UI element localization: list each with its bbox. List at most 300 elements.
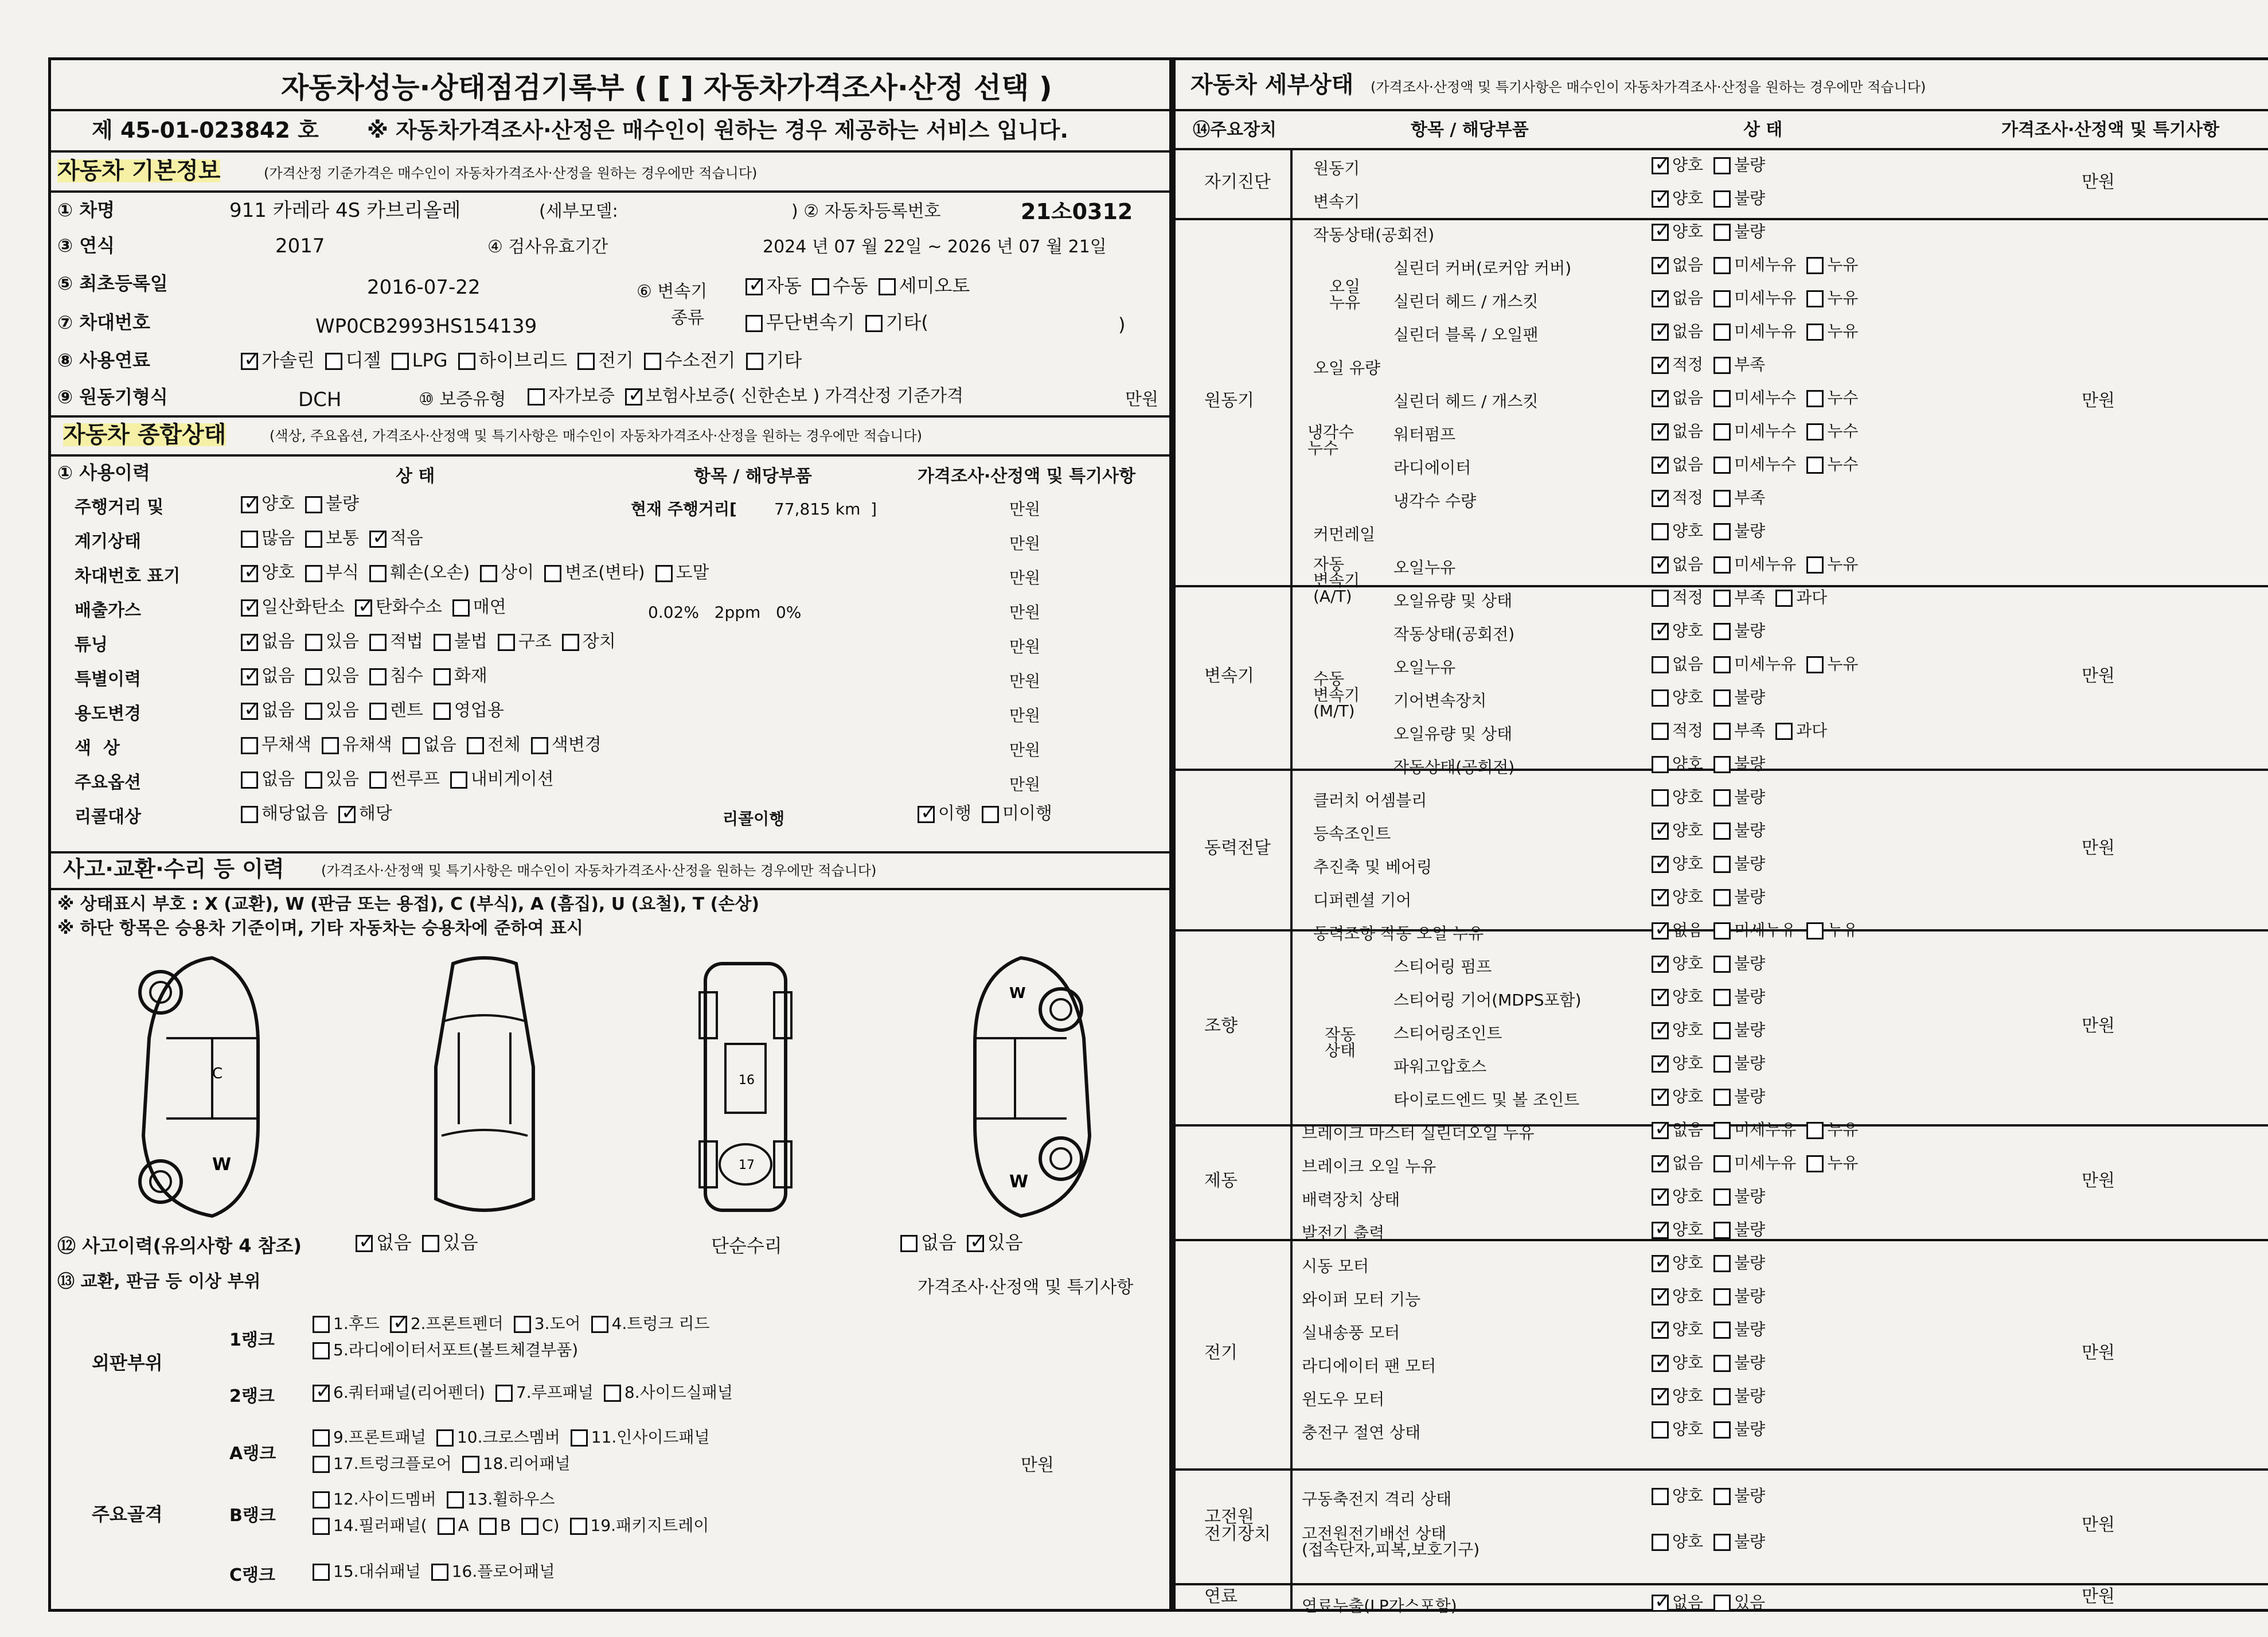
detail-option <box>1713 556 1796 574</box>
detail-option <box>1713 1288 1765 1305</box>
checkbox[interactable] <box>1806 423 1824 441</box>
checkbox[interactable] <box>1652 1022 1669 1039</box>
status-option-label: 없음 <box>261 666 295 686</box>
checkbox[interactable] <box>1713 956 1731 973</box>
checkbox[interactable] <box>1806 556 1824 574</box>
checkbox[interactable] <box>1652 623 1669 640</box>
checkbox[interactable] <box>1713 623 1731 640</box>
checkbox[interactable] <box>514 1316 531 1333</box>
checkbox[interactable] <box>338 806 356 823</box>
detail-option <box>1652 1255 1703 1272</box>
checkbox[interactable] <box>458 353 475 370</box>
checkbox[interactable] <box>1652 1255 1669 1272</box>
checkbox[interactable] <box>531 737 548 754</box>
checkbox[interactable] <box>325 353 342 370</box>
detail-option-label: 적정 <box>1672 588 1704 607</box>
checkbox[interactable] <box>1652 1421 1669 1439</box>
simple-repair-options <box>900 1233 1033 1252</box>
checkbox[interactable] <box>467 737 484 754</box>
checkbox[interactable] <box>313 1429 330 1447</box>
checkbox[interactable] <box>625 388 642 406</box>
checkbox[interactable] <box>1713 590 1731 607</box>
checkbox[interactable] <box>1652 323 1669 341</box>
checkbox[interactable] <box>369 531 387 548</box>
detail-item-label: 충전구 절연 상태 <box>1302 1423 1421 1442</box>
status-option-label: 일산화탄소 <box>261 597 345 617</box>
device-group-label: 연료 <box>1204 1587 1238 1607</box>
checkbox[interactable] <box>1652 1089 1669 1106</box>
detail-option <box>1652 1534 1703 1551</box>
detail-item-label: 발전기 출력 <box>1302 1223 1385 1242</box>
left-panel <box>48 57 1172 1612</box>
status-row-unit: 만원 <box>1009 706 1041 725</box>
detail-item-options <box>1652 1089 1775 1106</box>
status-option-label: 적음 <box>389 528 423 548</box>
checkbox[interactable] <box>1652 390 1669 407</box>
checkbox[interactable] <box>1652 357 1669 374</box>
checkbox[interactable] <box>313 1564 330 1581</box>
checkbox[interactable] <box>462 1456 479 1473</box>
checkbox[interactable] <box>521 1518 538 1535</box>
checkbox[interactable] <box>562 634 579 651</box>
detail-item-options <box>1652 989 1775 1006</box>
status-row-label: 색 상 <box>75 738 120 758</box>
checkbox[interactable] <box>1806 1122 1824 1139</box>
fuel-option-label: LPG <box>412 349 448 371</box>
checkbox[interactable] <box>1652 1355 1669 1372</box>
accident-history-option-label: 없음 <box>376 1231 412 1253</box>
detail-item-options <box>1652 1288 1775 1305</box>
detail-item-label: 작동상태(공회전) <box>1393 758 1515 777</box>
checkbox[interactable] <box>1713 1155 1731 1172</box>
checkbox[interactable] <box>356 1235 373 1252</box>
checkbox[interactable] <box>241 771 258 789</box>
svg-text:W: W <box>1009 1172 1029 1192</box>
fuel-option-label: 전기 <box>598 349 634 371</box>
detail-option <box>1652 989 1703 1006</box>
exchange-label: ⑬ 교환, 판금 등 이상 부위 <box>57 1272 261 1292</box>
detail-item-options <box>1652 856 1775 873</box>
checkbox[interactable] <box>1652 989 1669 1006</box>
checkbox[interactable] <box>305 668 322 685</box>
checkbox[interactable] <box>577 353 595 370</box>
checkbox[interactable] <box>1713 656 1731 673</box>
detail-item-label: 라디에이터 팬 모터 <box>1302 1357 1436 1375</box>
checkbox[interactable] <box>1652 1288 1669 1305</box>
checkbox[interactable] <box>1652 1122 1669 1139</box>
checkbox[interactable] <box>322 737 339 754</box>
checkbox[interactable] <box>1652 1222 1669 1239</box>
checkbox[interactable] <box>369 703 387 720</box>
checkbox[interactable] <box>241 531 258 548</box>
detail-option <box>1652 956 1703 973</box>
detail-option-label: 누유 <box>1827 1120 1859 1139</box>
detail-option-label: 양호 <box>1672 1187 1704 1206</box>
status-option-label: 적법 <box>389 632 423 652</box>
detail-option-label: 불량 <box>1734 1353 1766 1372</box>
checkbox[interactable] <box>1713 1055 1731 1073</box>
checkbox[interactable] <box>1652 1188 1669 1206</box>
checkbox[interactable] <box>1775 590 1793 607</box>
checkbox[interactable] <box>1713 490 1731 507</box>
detail-option-label: 불량 <box>1734 954 1766 973</box>
checkbox[interactable] <box>390 1316 407 1333</box>
checkbox[interactable] <box>1652 423 1669 441</box>
detail-item-options <box>1652 1022 1775 1039</box>
status-row-label: 주요옵션 <box>75 773 141 793</box>
checkbox[interactable] <box>1713 823 1731 840</box>
detail-item-options <box>1652 490 1775 507</box>
checkbox[interactable] <box>450 771 467 789</box>
detail-option <box>1713 1255 1765 1272</box>
odometer-value: 77,815 km ] <box>774 500 877 519</box>
device-group-unit: 만원 <box>2082 666 2115 686</box>
checkbox[interactable] <box>570 1518 587 1535</box>
fuel-option <box>577 351 634 370</box>
detail-option-label: 불량 <box>1734 189 1766 208</box>
checkbox[interactable] <box>982 806 999 823</box>
col-price-note: 가격조사·산정액 및 특기사항 <box>2001 120 2220 140</box>
checkbox[interactable] <box>1806 457 1824 474</box>
detail-option <box>1652 1222 1703 1239</box>
checkbox[interactable] <box>305 703 322 720</box>
car-name: 911 카레라 4S 카브리올레 <box>229 199 461 222</box>
checkbox[interactable] <box>604 1385 621 1402</box>
checkbox[interactable] <box>447 1491 464 1509</box>
checkbox[interactable] <box>313 1456 330 1473</box>
status-option <box>369 668 423 685</box>
checkbox[interactable] <box>1652 1595 1669 1612</box>
checkbox[interactable] <box>591 1316 608 1333</box>
checkbox[interactable] <box>1713 1355 1731 1372</box>
checkbox[interactable] <box>313 1342 330 1359</box>
detail-item-options <box>1652 1595 1775 1612</box>
part-option <box>313 1429 426 1447</box>
checkbox[interactable] <box>1713 1322 1731 1339</box>
checkbox[interactable] <box>1652 224 1669 241</box>
checkbox[interactable] <box>452 599 470 617</box>
detail-item-label: 타이로드엔드 및 볼 조인트 <box>1393 1090 1580 1109</box>
detail-option-label: 불량 <box>1734 1420 1766 1439</box>
checkbox[interactable] <box>1713 1222 1731 1239</box>
checkbox[interactable] <box>438 1518 455 1535</box>
detail-option <box>1652 823 1703 840</box>
checkbox[interactable] <box>1806 323 1824 341</box>
checkbox[interactable] <box>305 531 322 548</box>
status-option <box>305 496 359 513</box>
part-option-label: 6.쿼터패널(리어펜더) <box>333 1383 485 1402</box>
detail-option <box>1652 1122 1703 1139</box>
detail-option <box>1713 490 1765 507</box>
checkbox[interactable] <box>1713 190 1731 208</box>
detail-header: 자동차 세부상태 <box>1190 72 1354 98</box>
status-option-label: 도말 <box>676 563 709 583</box>
checkbox[interactable] <box>812 278 829 295</box>
checkbox[interactable] <box>241 806 258 823</box>
checkbox[interactable] <box>1652 1388 1669 1405</box>
checkbox[interactable] <box>745 315 763 332</box>
detail-option <box>1713 856 1765 873</box>
detail-item-label: 스티어링 기어(MDPS포함) <box>1393 991 1582 1010</box>
checkbox[interactable] <box>1713 689 1731 707</box>
checkbox[interactable] <box>1806 390 1824 407</box>
checkbox[interactable] <box>1713 789 1731 806</box>
checkbox[interactable] <box>644 353 661 370</box>
checkbox[interactable] <box>305 771 322 789</box>
checkbox[interactable] <box>1713 523 1731 540</box>
sub-oil-leak: 오일 누유 <box>1329 277 1361 312</box>
checkbox[interactable] <box>1806 1155 1824 1172</box>
checkbox[interactable] <box>1652 789 1669 806</box>
checkbox[interactable] <box>1806 290 1824 307</box>
detail-option <box>1713 323 1796 341</box>
basic-label: ⑧ 사용연료 <box>57 349 150 371</box>
checkbox[interactable] <box>967 1235 984 1252</box>
checkbox[interactable] <box>1652 856 1669 873</box>
status-row-unit: 만원 <box>1009 637 1041 656</box>
checkbox[interactable] <box>1652 922 1669 940</box>
detail-item-label: 시동 모터 <box>1302 1257 1369 1276</box>
checkbox[interactable] <box>305 565 322 582</box>
checkbox[interactable] <box>434 668 451 685</box>
status-row-options <box>241 633 626 651</box>
checkbox[interactable] <box>241 565 258 582</box>
detail-option-label: 미세누유 <box>1734 322 1797 341</box>
checkbox[interactable] <box>1652 1534 1669 1551</box>
checkbox[interactable] <box>241 353 258 370</box>
checkbox[interactable] <box>1713 556 1731 574</box>
checkbox[interactable] <box>480 565 497 582</box>
status-option-label: 해당없음 <box>261 804 328 824</box>
status-row-options <box>241 564 720 582</box>
checkbox[interactable] <box>369 565 387 582</box>
detail-option <box>1713 1155 1796 1172</box>
checkbox[interactable] <box>369 668 387 685</box>
checkbox[interactable] <box>1713 224 1731 241</box>
detail-item-options <box>1652 157 1775 174</box>
svg-text:W: W <box>212 1155 232 1175</box>
device-group-unit: 만원 <box>2082 838 2115 858</box>
checkbox[interactable] <box>241 599 258 617</box>
status-row-extra: 현재 주행거리[ <box>631 500 737 519</box>
detail-option <box>1652 1421 1703 1439</box>
checkbox[interactable] <box>1713 1089 1731 1106</box>
checkbox[interactable] <box>241 496 258 513</box>
checkbox[interactable] <box>528 388 545 406</box>
checkbox[interactable] <box>241 737 258 754</box>
checkbox[interactable] <box>479 1518 497 1535</box>
status-option-label: 불법 <box>454 632 487 652</box>
detail-option-label: 불량 <box>1734 1386 1766 1405</box>
checkbox[interactable] <box>879 278 896 295</box>
checkbox[interactable] <box>305 634 322 651</box>
checkbox[interactable] <box>1806 922 1824 940</box>
part-option <box>313 1385 485 1402</box>
checkbox[interactable] <box>745 278 763 295</box>
basic-label: ⑨ 원동기형식 <box>57 386 168 408</box>
status-option <box>434 633 487 651</box>
detail-option-label: 불량 <box>1734 788 1766 806</box>
checkbox[interactable] <box>1713 1388 1731 1405</box>
status-row-unit: 만원 <box>1009 740 1041 759</box>
detail-option-label: 없음 <box>1672 255 1704 274</box>
checkbox[interactable] <box>313 1491 330 1509</box>
rank-label: B랭크 <box>229 1506 276 1526</box>
checkbox[interactable] <box>1713 1188 1731 1206</box>
detail-item-label: 라디에이터 <box>1393 458 1471 477</box>
checkbox[interactable] <box>1652 523 1669 540</box>
detail-option <box>1806 656 1858 673</box>
detail-option <box>1713 789 1765 806</box>
part-option <box>521 1518 559 1535</box>
checkbox[interactable] <box>1652 889 1669 906</box>
checkbox[interactable] <box>1652 1488 1669 1505</box>
checkbox[interactable] <box>865 315 883 332</box>
warranty-options <box>528 388 974 406</box>
detail-option <box>1806 423 1858 441</box>
accident-history-options <box>356 1233 489 1252</box>
checkbox[interactable] <box>1652 257 1669 274</box>
checkbox[interactable] <box>1652 457 1669 474</box>
checkbox[interactable] <box>1806 257 1824 274</box>
checkbox[interactable] <box>900 1235 918 1252</box>
detail-item-label: 오일 유량 <box>1313 358 1381 377</box>
checkbox[interactable] <box>422 1235 439 1252</box>
device-group-label: 제동 <box>1204 1171 1238 1191</box>
checkbox[interactable] <box>1652 656 1669 673</box>
checkbox[interactable] <box>1652 723 1669 740</box>
checkbox[interactable] <box>1652 556 1669 574</box>
detail-item-label: 오일유량 및 상태 <box>1393 591 1513 610</box>
checkbox[interactable] <box>1713 357 1731 374</box>
detail-option-label: 미세누유 <box>1734 289 1797 307</box>
checkbox[interactable] <box>305 496 322 513</box>
checkbox[interactable] <box>1652 157 1669 174</box>
checkbox[interactable] <box>313 1316 330 1333</box>
status-option-label: 매연 <box>473 597 506 617</box>
outer-panel-label: 외판부위 <box>92 1352 163 1374</box>
checkbox[interactable] <box>1713 723 1731 740</box>
validity-label: ④ 검사유효기간 <box>487 237 608 257</box>
detail-item-label: 실린더 커버(로커암 커버) <box>1393 259 1572 278</box>
checkbox[interactable] <box>313 1385 330 1402</box>
checkbox[interactable] <box>495 1385 513 1402</box>
checkbox[interactable] <box>544 565 561 582</box>
checkbox[interactable] <box>1652 490 1669 507</box>
detail-option <box>1713 190 1765 208</box>
status-row-options <box>241 668 498 685</box>
checkbox[interactable] <box>1652 590 1669 607</box>
checkbox[interactable] <box>1652 190 1669 208</box>
checkbox[interactable] <box>1713 756 1731 773</box>
detail-option-label: 누유 <box>1827 555 1859 574</box>
checkbox[interactable] <box>369 771 387 789</box>
checkbox[interactable] <box>1713 1288 1731 1305</box>
checkbox[interactable] <box>241 703 258 720</box>
checkbox[interactable] <box>918 806 935 823</box>
part-option-label: 17.트렁크플로어 <box>333 1454 452 1473</box>
detail-option-label: 누수 <box>1827 422 1859 441</box>
checkbox[interactable] <box>1713 1534 1731 1551</box>
checkbox[interactable] <box>1806 656 1824 673</box>
detail-option-label: 양호 <box>1672 1386 1704 1405</box>
checkbox[interactable] <box>1713 856 1731 873</box>
detail-option <box>1652 1288 1703 1305</box>
part-option-label: 11.인사이드패널 <box>591 1428 710 1447</box>
detail-option-label: 양호 <box>1672 155 1704 174</box>
checkbox[interactable] <box>1713 1421 1731 1439</box>
detail-item-options <box>1652 1255 1775 1272</box>
status-row-options <box>241 736 612 754</box>
checkbox[interactable] <box>1713 323 1731 341</box>
detail-option <box>1652 290 1703 307</box>
checkbox[interactable] <box>1713 257 1731 274</box>
checkbox[interactable] <box>498 634 515 651</box>
checkbox[interactable] <box>431 1564 448 1581</box>
checkbox[interactable] <box>313 1518 330 1535</box>
checkbox[interactable] <box>1713 889 1731 906</box>
fuel-option <box>746 351 802 370</box>
checkbox[interactable] <box>746 353 763 370</box>
warranty-option-label: 자가보증 <box>548 386 615 406</box>
checkbox[interactable] <box>392 353 409 370</box>
checkbox[interactable] <box>434 703 451 720</box>
basic-label: ① 차명 <box>57 199 115 221</box>
part-option-label: 2.프론트펜더 <box>410 1314 503 1333</box>
checkbox[interactable] <box>1652 290 1669 307</box>
checkbox[interactable] <box>434 634 451 651</box>
checkbox[interactable] <box>1652 756 1669 773</box>
checkbox[interactable] <box>403 737 420 754</box>
svg-text:W: W <box>1009 985 1026 1002</box>
detail-item-label: 디퍼렌셜 기어 <box>1313 891 1412 910</box>
checkbox[interactable] <box>436 1429 454 1447</box>
status-option-label: 침수 <box>389 666 423 686</box>
checkbox[interactable] <box>1652 689 1669 707</box>
checkbox[interactable] <box>1713 457 1731 474</box>
checkbox[interactable] <box>1652 1155 1669 1172</box>
detail-option <box>1713 823 1765 840</box>
part-option-label: 18.리어패널 <box>482 1454 571 1473</box>
detail-option-label: 부족 <box>1734 721 1766 740</box>
checkbox[interactable] <box>1713 1022 1731 1039</box>
checkbox[interactable] <box>1652 956 1669 973</box>
checkbox[interactable] <box>1713 1255 1731 1272</box>
checkbox[interactable] <box>655 565 673 582</box>
rank-parts <box>313 1564 565 1581</box>
checkbox[interactable] <box>1713 423 1731 441</box>
checkbox[interactable] <box>1713 390 1731 407</box>
checkbox[interactable] <box>1652 1055 1669 1073</box>
detail-option-label: 누유 <box>1827 322 1859 341</box>
checkbox[interactable] <box>1652 1322 1669 1339</box>
checkbox[interactable] <box>1713 1122 1731 1139</box>
checkbox[interactable] <box>355 599 372 617</box>
checkbox[interactable] <box>1713 157 1731 174</box>
checkbox[interactable] <box>1652 823 1669 840</box>
checkbox[interactable] <box>241 668 258 685</box>
checkbox[interactable] <box>1713 989 1731 1006</box>
checkbox[interactable] <box>241 634 258 651</box>
checkbox[interactable] <box>1713 1595 1731 1612</box>
checkbox[interactable] <box>571 1429 588 1447</box>
checkbox[interactable] <box>1713 922 1731 940</box>
checkbox[interactable] <box>369 634 387 651</box>
checkbox[interactable] <box>1713 290 1731 307</box>
checkbox[interactable] <box>1713 1488 1731 1505</box>
detail-option-label: 없음 <box>1672 1593 1704 1612</box>
checkbox[interactable] <box>1775 723 1793 740</box>
